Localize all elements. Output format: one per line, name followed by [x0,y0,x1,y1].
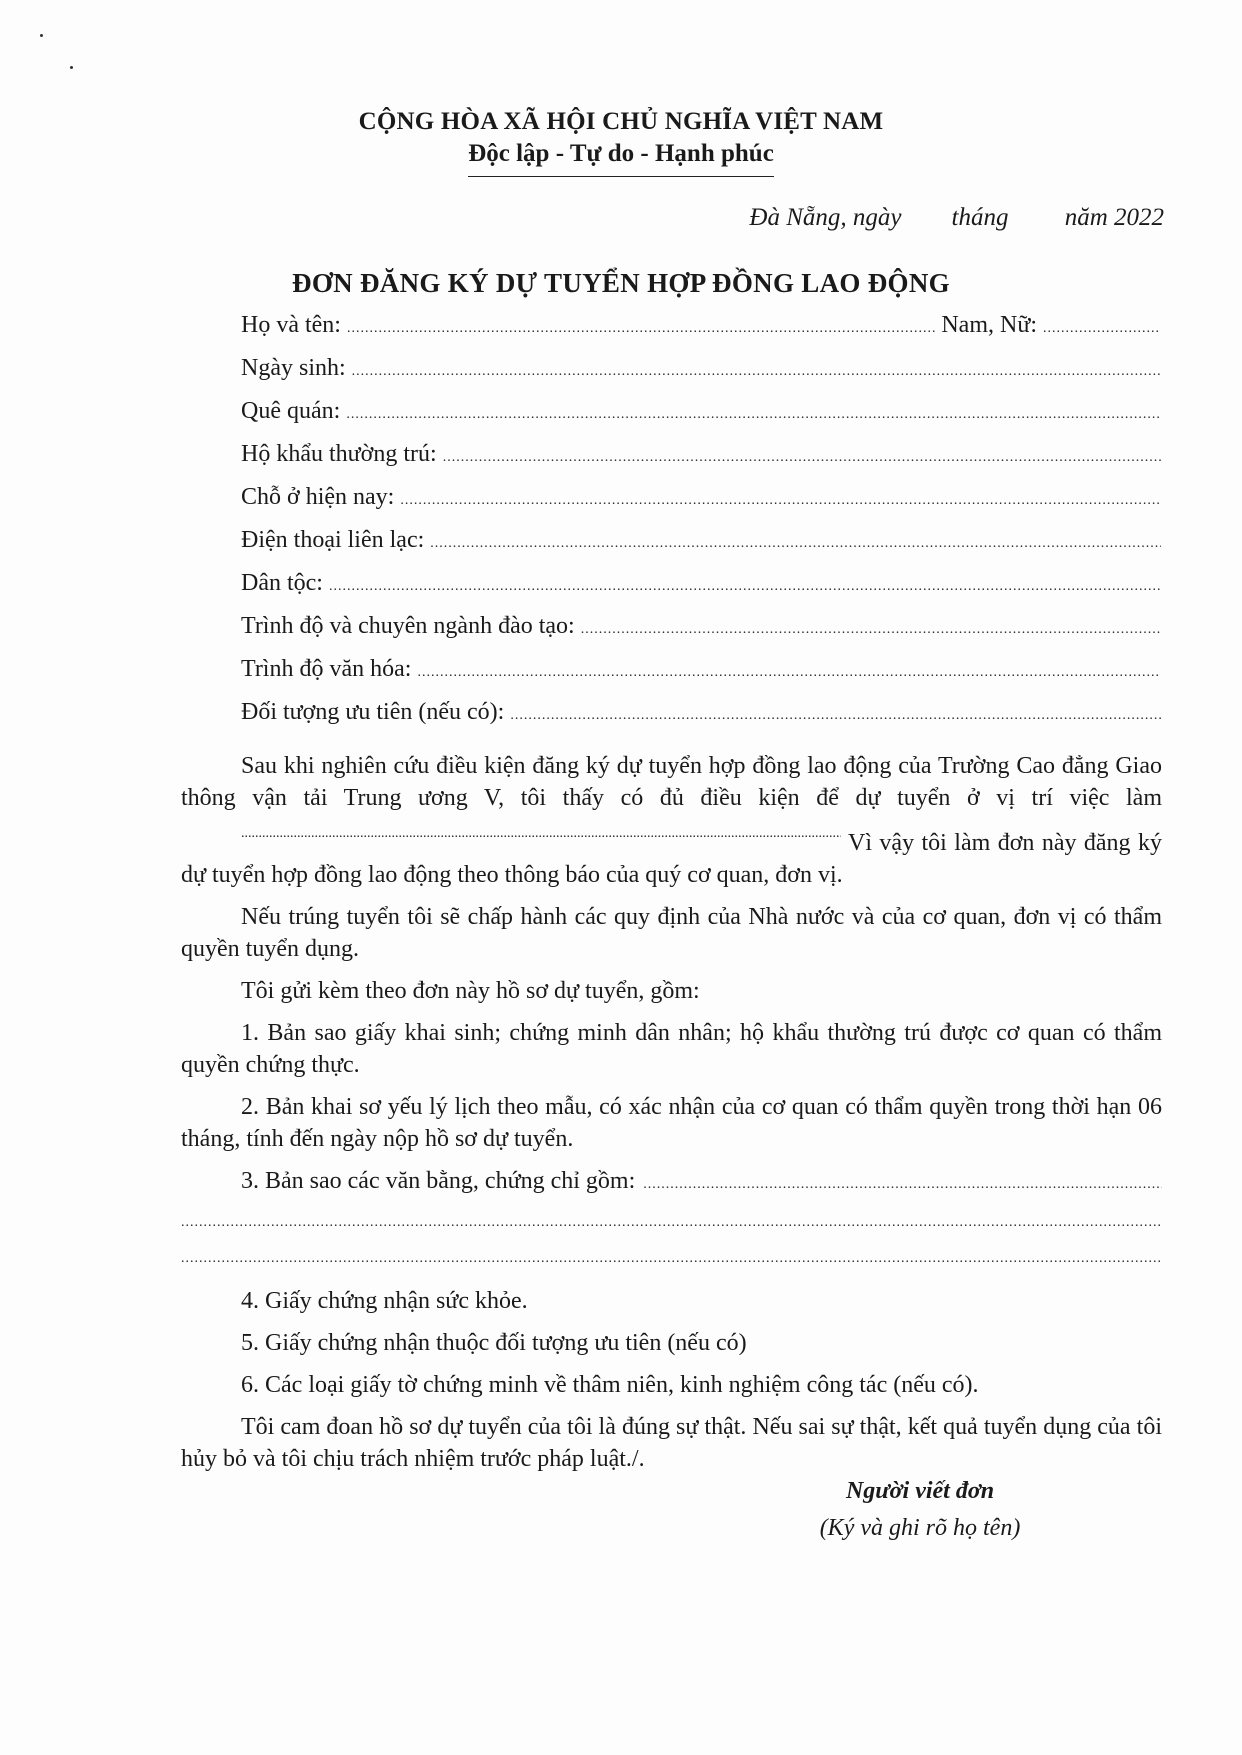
nation-title: CỘNG HÒA XÃ HỘI CHỦ NGHĨA VIỆT NAM [358,108,884,135]
field-priority-blank[interactable] [510,699,1161,726]
applicant-fields [241,312,1161,742]
field-training-blank[interactable] [581,613,1161,640]
field-gender-blank[interactable] [1043,312,1161,339]
field-current-address-blank[interactable] [400,484,1161,511]
field-dob-blank[interactable] [352,355,1161,382]
paragraph-position-end: Vì vậy tôi làm đơn này đăng ký dự tuyển hợp đồng lao động theo thông báo của quý cơ quan, đơn vị. [181,830,1162,888]
form-body [181,750,1162,1485]
field-hometown[interactable] [241,398,1161,441]
attachment-item-3 [181,1165,1162,1201]
attachment-item-2: 2. Bản khai sơ yếu lý lịch theo mẫu, có xác nhận của cơ quan có thẩm quyền trong thời hạn 06 tháng, tính đến ngày nộp hồ sơ dự tuyển. [181,1094,1162,1152]
field-name-label: Họ và tên: [241,312,341,338]
field-name[interactable] [241,312,1161,355]
attachment-item-6: 6. Các loại giấy tờ chứng minh về thâm niên, kinh nghiệm công tác (nếu có). [241,1372,979,1398]
paragraph-commitment: Tôi cam đoan hồ sơ dự tuyển của tôi là đúng sự thật. Nếu sai sự thật, kết quả tuyển dụng của tôi hủy bỏ và tôi chịu trách nhiệm trước pháp luật./. [181,1414,1162,1472]
signer-role: Người viết đơn [845,1478,995,1504]
attachment-item-5: 5. Giấy chứng nhận thuộc đối tượng ưu tiên (nếu có) [241,1330,747,1356]
field-ethnicity-label: Dân tộc: [241,570,323,596]
field-education[interactable] [241,656,1161,699]
signer-hint: (Ký và ghi rõ họ tên) [819,1515,1021,1541]
field-phone[interactable] [241,527,1161,570]
field-hometown-blank[interactable] [346,398,1161,425]
field-education-blank[interactable] [417,656,1161,683]
national-header [0,108,1242,177]
field-phone-label: Điện thoại liên lạc: [241,527,425,553]
signature-block [700,1478,1140,1542]
attachment-item-1: 1. Bản sao giấy khai sinh; chứng minh dân nhân; hộ khẩu thường trú được cơ quan có thẩm quyền chứng thực. [181,1020,1162,1078]
field-ethnicity-blank[interactable] [329,570,1161,597]
paragraph-compliance: Nếu trúng tuyển tôi sẽ chấp hành các quy định của Nhà nước và của cơ quan, đơn vị có thẩm quyền tuyển dụng. [181,904,1162,962]
certificates-blank-3[interactable] [181,1237,1162,1273]
field-phone-blank[interactable] [430,527,1161,554]
field-ethnicity[interactable] [241,570,1161,613]
field-training-label: Trình độ và chuyên ngành đào tạo: [241,613,575,639]
certificates-blank-2[interactable] [181,1201,1162,1237]
form-title: ĐƠN ĐĂNG KÝ DỰ TUYỂN HỢP ĐỒNG LAO ĐỘNG [292,268,950,298]
scan-speck [70,66,73,69]
paragraph-position [181,750,1162,891]
date-line: Đà Nẵng, ngày tháng năm 2022 [749,204,1164,231]
field-dob[interactable] [241,355,1161,398]
field-current-address[interactable] [241,484,1161,527]
field-household-blank[interactable] [443,441,1161,468]
attachment-item-3-label: 3. Bản sao các văn bằng, chứng chỉ gồm: [241,1168,636,1194]
paragraph-attachments: Tôi gửi kèm theo đơn này hồ sơ dự tuyển, gồm: [241,978,700,1004]
field-priority-label: Đối tượng ưu tiên (nếu có): [241,699,505,725]
attachment-item-4: 4. Giấy chứng nhận sức khỏe. [241,1288,528,1314]
national-motto: Độc lập - Tự do - Hạnh phúc [468,140,774,177]
field-name-blank[interactable] [347,312,937,339]
certificates-blank-1[interactable] [643,1165,1162,1201]
paragraph-position-start: Sau khi nghiên cứu điều kiện đăng ký dự tuyển hợp đồng lao động của Trường Cao đẳng Giao thông vận tải Trung ương V, tôi thấy có đủ điều kiện để dự tuyển ở vị trí việc làm [181,753,1162,811]
position-blank[interactable] [181,814,841,850]
field-household-label: Hộ khẩu thường trú: [241,441,437,467]
field-priority[interactable] [241,699,1161,742]
field-gender-label: Nam, Nữ: [941,312,1037,338]
field-dob-label: Ngày sinh: [241,355,346,381]
scan-speck [40,34,43,37]
field-household[interactable] [241,441,1161,484]
field-education-label: Trình độ văn hóa: [241,656,412,682]
field-hometown-label: Quê quán: [241,398,341,424]
field-current-address-label: Chỗ ở hiện nay: [241,484,395,510]
field-training[interactable] [241,613,1161,656]
